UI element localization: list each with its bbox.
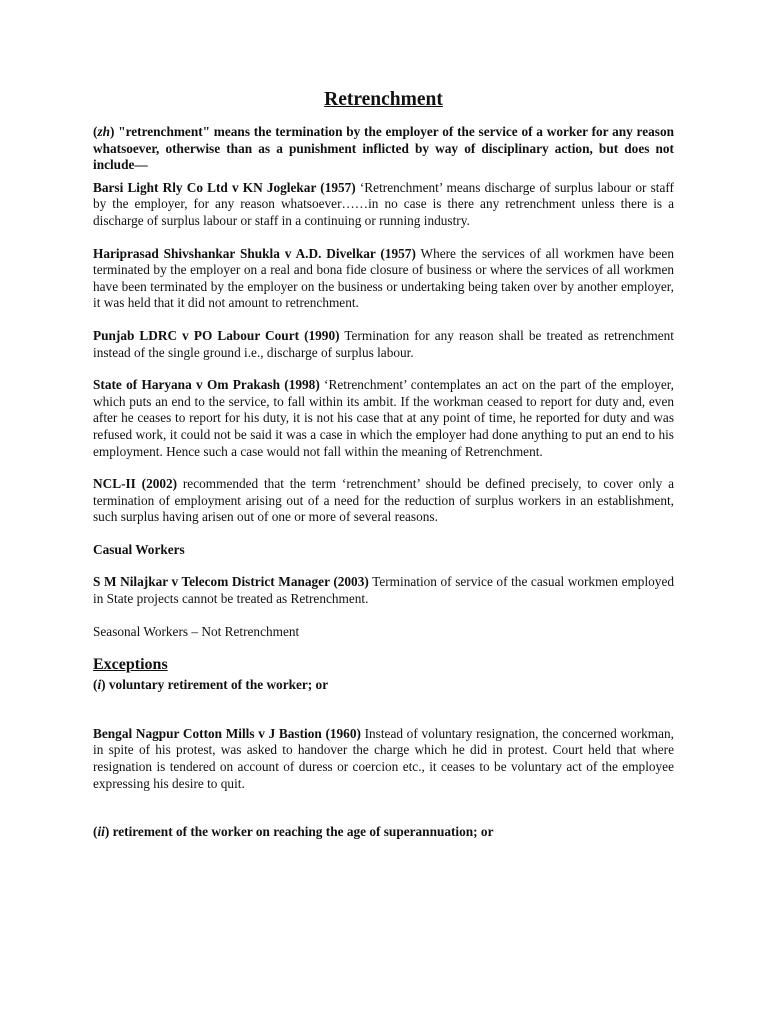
page-title: Retrenchment [324,89,443,110]
case-text: recommended that the term ‘retrenchment’ should be defined precisely, to cover only a termination of employment arising out of a need for the reduction of surplus workers in an establishment, such surplus having arisen out of one or more of several reasons. [93,476,674,525]
case-text: Termination for any reason shall be treated as retrenchment instead of the single ground i.e., discharge of surplus labour. [93,327,674,360]
case-name: Barsi Light Rly Co Ltd v KN Joglekar (1957) [93,179,356,195]
case-paragraph [93,246,674,312]
case-name: State of Haryana v Om Prakash (1998) [93,377,320,393]
exception-number: ii [97,824,105,840]
exception-item: (ii) retirement of the worker on reaching the age of superannuation; or [93,824,494,840]
section-heading-exceptions: Exceptions [93,656,168,674]
seasonal-workers-note: Seasonal Workers – Not Retrenchment [93,623,300,639]
case-text: ‘Retrenchment’ contemplates an act on the part of the employer, which puts an end to the service, to fall within its ambit. If the workman ceased to report for duty and, even after he ceases to report for his duty, it is not his case that at any point of time, he reported for duty and was refused work, it could not be said it was a case in which the employer had done anything to put an end to his employment. Hence such a case would not fall within the meaning of Retrenchment. [93,377,674,459]
case-name: S M Nilajkar v Telecom District Manager (2003) [93,574,369,590]
case-paragraph [93,180,674,230]
case-paragraph [93,726,674,792]
case-text: Where the services of all workmen have been terminated by the employer on a real and bona fide closure of business or where the services of all workmen have been terminated by the employer on the business or undertaking being taken over by another employer, it was held that it did not amount to retrenchment. [93,245,674,311]
case-name: Punjab LDRC v PO Labour Court (1990) [93,327,340,343]
case-text: Instead of voluntary resignation, the concerned workman, in spite of his protest, was asked to handover the charge which he did in protest. Court held that where resignation is tendered on account of duress or coercion etc., it ceases to be voluntary act of the employee expressing his desire to quit. [93,725,674,791]
case-paragraph [93,377,674,460]
case-paragraph [93,574,674,607]
case-name: Bengal Nagpur Cotton Mills v J Bastion (1960) [93,725,361,741]
case-name: Hariprasad Shivshankar Shukla v A.D. Divelkar (1957) [93,245,416,261]
exception-item: (i) voluntary retirement of the worker; or [93,677,329,693]
definition-clause: (zh) "retrenchment" means the termination by the employer of the service of a worker for any reason whatsoever, otherwise than as a punishment inflicted by way of disciplinary action, but does not include— [93,124,674,173]
case-name: NCL-II (2002) [93,476,178,492]
section-heading-casual-workers: Casual Workers [93,541,185,557]
document-page [93,88,674,841]
case-text: Termination of service of the casual workmen employed in State projects cannot be treated as Retrenchment. [93,574,674,607]
case-text: ‘Retrenchment’ means discharge of surplus labour or staff by the employer, for any reason whatsoever……in no case is there any retrenchment unless there is a discharge of surplus labour or staff in a continuing or running industry. [93,179,674,228]
case-paragraph [93,328,674,361]
exception-number: i [97,677,102,693]
case-paragraph [93,476,674,526]
clause-number: zh [97,124,111,139]
